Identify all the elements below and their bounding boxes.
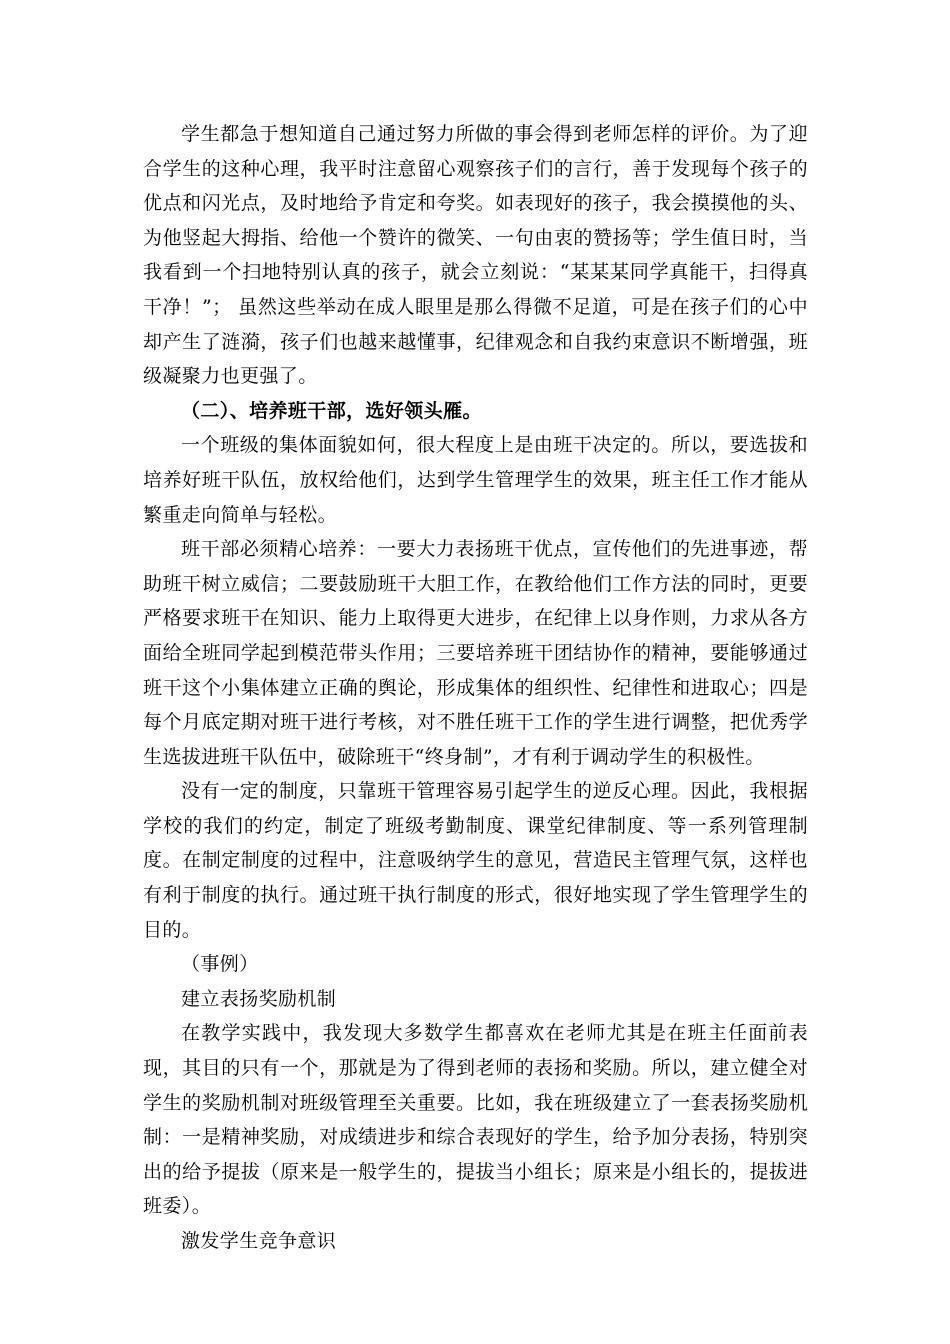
example-label: （事例）: [181, 953, 259, 976]
paragraph-reward: 在教学实践中，我发现大多数学生都喜欢在老师尤其是在班主任面前表现，其目的只有一个，那就是为了得到老师的表扬和奖励。所以，建立健全对学生的奖励机制对班级管理至关重要。比如，我在班级建立了一套表扬奖励机制：一是精神奖励，对成绩进步和综合表现好的学生，给予加分表扬，特别突出的给予提拔（原来是一般学生的，提拔当小组长；原来是小组长的，提拔进班委）。: [143, 1022, 808, 1218]
subheading-competition: 激发学生竞争意识: [181, 1230, 337, 1252]
paragraph-praise: 学生都急于想知道自己通过努力所做的事会得到老师怎样的评价。为了迎合学生的这种心理，我平时注意留心观察孩子们的言行，善于发现每个孩子的优点和闪光点，及时地给予肯定和夸奖。如表现好的孩子，我会摸摸他的头、为他竖起大拇指、给他一个赞许的微笑、一句由衷的赞扬等；学生值日时，当我看到一个扫地特别认真的孩子，就会立刻说：“某某某同学真能干，扫得真干净！”； 虽然这些举动在成人眼里是那么得微不足道，可是在孩子们的心中却产生了涟漪，孩子们也越来越懂事，纪律观念和自我约束意识不断增强，班级凝聚力也更强了。: [143, 123, 808, 388]
paragraph-rules: 没有一定的制度，只靠班干管理容易引起学生的逆反心理。因此，我根据学校的我们的约定，制定了班级考勤制度、课堂纪律制度、等一系列管理制度。在制定制度的过程中，注意吸纳学生的意见，营造民主管理气氛，这样也有利于制度的执行。通过班干执行制度的形式，很好地实现了学生管理学生的目的。: [143, 780, 808, 941]
section-heading: （二）、培养班干部，选好领头雁。: [181, 399, 482, 422]
subheading-reward-mechanism: 建立表扬奖励机制: [181, 987, 337, 1010]
document-page: [143, 117, 808, 1259]
paragraph-class-cadre: 一个班级的集体面貌如何，很大程度上是由班干决定的。所以，要选拔和培养好班干队伍，放权给他们，达到学生管理学生的效果，班主任工作才能从繁重走向简单与轻松。: [143, 434, 808, 526]
paragraph-cadre-training: 班干部必须精心培养：一要大力表扬班干优点，宣传他们的先进事迹，帮助班干树立威信；二要鼓励班干大胆工作，在教给他们工作方法的同时，更要严格要求班干在知识、能力上取得更大进步，在纪律上以身作则，力求从各方面给全班同学起到模范带头作用；三要培养班干团结协作的精神，要能够通过班干这个小集体建立正确的舆论，形成集体的组织性、纪律性和进取心；四是每个月底定期对班干进行考核，对不胜任班干工作的学生进行调整，把优秀学生选拔进班干队伍中，破除班干“终身制”，才有利于调动学生的积极性。: [143, 538, 808, 768]
